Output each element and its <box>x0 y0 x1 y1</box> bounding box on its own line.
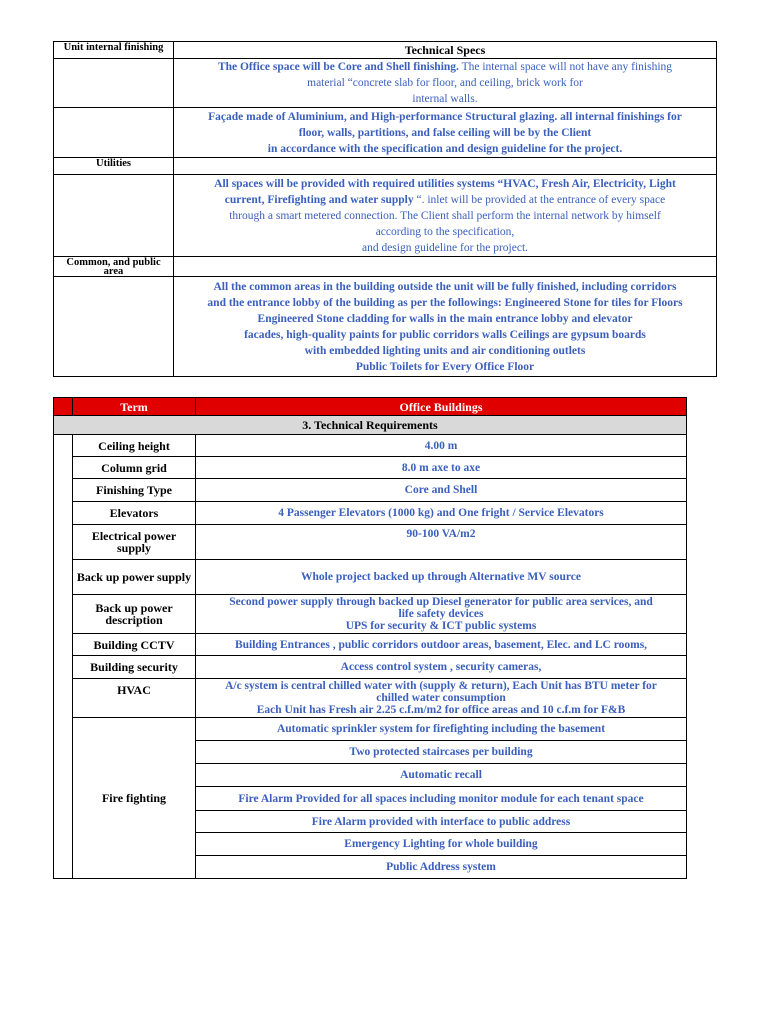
office-buildings-column-header: Office Buildings <box>196 398 687 416</box>
technical-requirements-table <box>53 397 687 879</box>
common-public-area-label: Common, and public area <box>54 257 174 277</box>
term-cell: Back up power description <box>73 595 196 634</box>
value-cell: Core and Shell <box>196 479 687 502</box>
spacer-cell <box>54 175 174 257</box>
table-row <box>54 634 687 656</box>
fire-item-cell: Automatic recall <box>196 764 687 787</box>
value-cell: Access control system , security cameras, <box>196 656 687 679</box>
fire-item-cell: Automatic sprinkler system for firefighting including the basement <box>196 718 687 741</box>
spacer-cell <box>54 277 174 377</box>
term-column-header: Term <box>73 398 196 416</box>
spacer-cell <box>54 108 174 158</box>
value-cell: A/c system is central chilled water with (supply & return), Each Unit has BTU meter for chilled water consumption Each Unit has Fresh air 2.25 c.f.m/m2 for office areas and 10 c.f.m for F&B <box>196 679 687 718</box>
value-cell: 90-100 VA/m2 <box>196 525 687 560</box>
term-cell: Elevators <box>73 502 196 525</box>
term-cell: Building CCTV <box>73 634 196 656</box>
term-cell: Column grid <box>73 457 196 479</box>
value-cell: Building Entrances , public corridors outdoor areas, basement, Elec. and LC rooms, <box>196 634 687 656</box>
table-row <box>54 656 687 679</box>
term-cell: HVAC <box>73 679 196 718</box>
fire-item-cell: Fire Alarm Provided for all spaces including monitor module for each tenant space <box>196 787 687 811</box>
empty-cell <box>174 257 717 277</box>
table-row <box>54 479 687 502</box>
utilities-label: Utilities <box>54 158 174 175</box>
fire-item-cell: Two protected staircases per building <box>196 741 687 764</box>
technical-specs-table <box>53 41 717 377</box>
technical-specs-header: Technical Specs <box>174 42 717 59</box>
left-margin-cell <box>54 435 73 879</box>
utilities-paragraph: All spaces will be provided with required utilities systems “HVAC, Fresh Air, Electricity, Light current, Firefighting and water supply “. inlet will be provided at the entrance of every space through a smart metered connection. The Client shall perform the internal network by himself according to the specification, and design guideline for the project. <box>174 175 717 257</box>
fire-item-cell: Public Address system <box>196 856 687 879</box>
table-row <box>54 502 687 525</box>
header-corner-cell <box>54 398 73 416</box>
table-row <box>54 595 687 634</box>
value-cell: Whole project backed up through Alternative MV source <box>196 560 687 595</box>
value-cell: 8.0 m axe to axe <box>196 457 687 479</box>
table-row <box>54 679 687 718</box>
fire-item-cell: Fire Alarm provided with interface to public address <box>196 811 687 833</box>
empty-cell <box>174 158 717 175</box>
fire-fighting-term-cell: Fire fighting <box>73 718 196 879</box>
table-row <box>54 435 687 457</box>
common-area-paragraph: All the common areas in the building outside the unit will be fully finished, including corridors and the entrance lobby of the building as per the followings: Engineered Stone for tiles for Floors Engineered Stone cladding for walls in the main entrance lobby and elevator facades, high-quality paints for public corridors walls Ceilings are gypsum boards with embedded lighting units and air conditioning outlets Public Toilets for Every Office Floor <box>174 277 717 377</box>
table-header-row <box>54 398 687 416</box>
unit-finishing-paragraph-2: Façade made of Aluminium, and High-performance Structural glazing. all internal finishings for floor, walls, partitions, and false ceiling will be by the Client in accordance with the specification and design guideline for the project. <box>174 108 717 158</box>
value-cell: 4.00 m <box>196 435 687 457</box>
table-row <box>54 560 687 595</box>
section-row <box>54 416 687 435</box>
value-cell: 4 Passenger Elevators (1000 kg) and One fright / Service Elevators <box>196 502 687 525</box>
section-title: 3. Technical Requirements <box>54 416 687 435</box>
unit-internal-finishing-label: Unit internal finishing <box>54 42 174 59</box>
table-row <box>54 525 687 560</box>
fire-item-cell: Emergency Lighting for whole building <box>196 833 687 856</box>
table-row <box>54 457 687 479</box>
term-cell: Electrical power supply <box>73 525 196 560</box>
spacer-cell <box>54 59 174 108</box>
term-cell: Building security <box>73 656 196 679</box>
term-cell: Back up power supply <box>73 560 196 595</box>
value-cell: Second power supply through backed up Diesel generator for public area services, and life safety devices UPS for security & ICT public systems <box>196 595 687 634</box>
term-cell: Ceiling height <box>73 435 196 457</box>
table-row <box>54 718 687 741</box>
unit-finishing-paragraph-1: The Office space will be Core and Shell finishing. The internal space will not have any finishing material “concrete slab for floor, and ceiling, brick work for internal walls. <box>174 59 717 108</box>
term-cell: Finishing Type <box>73 479 196 502</box>
